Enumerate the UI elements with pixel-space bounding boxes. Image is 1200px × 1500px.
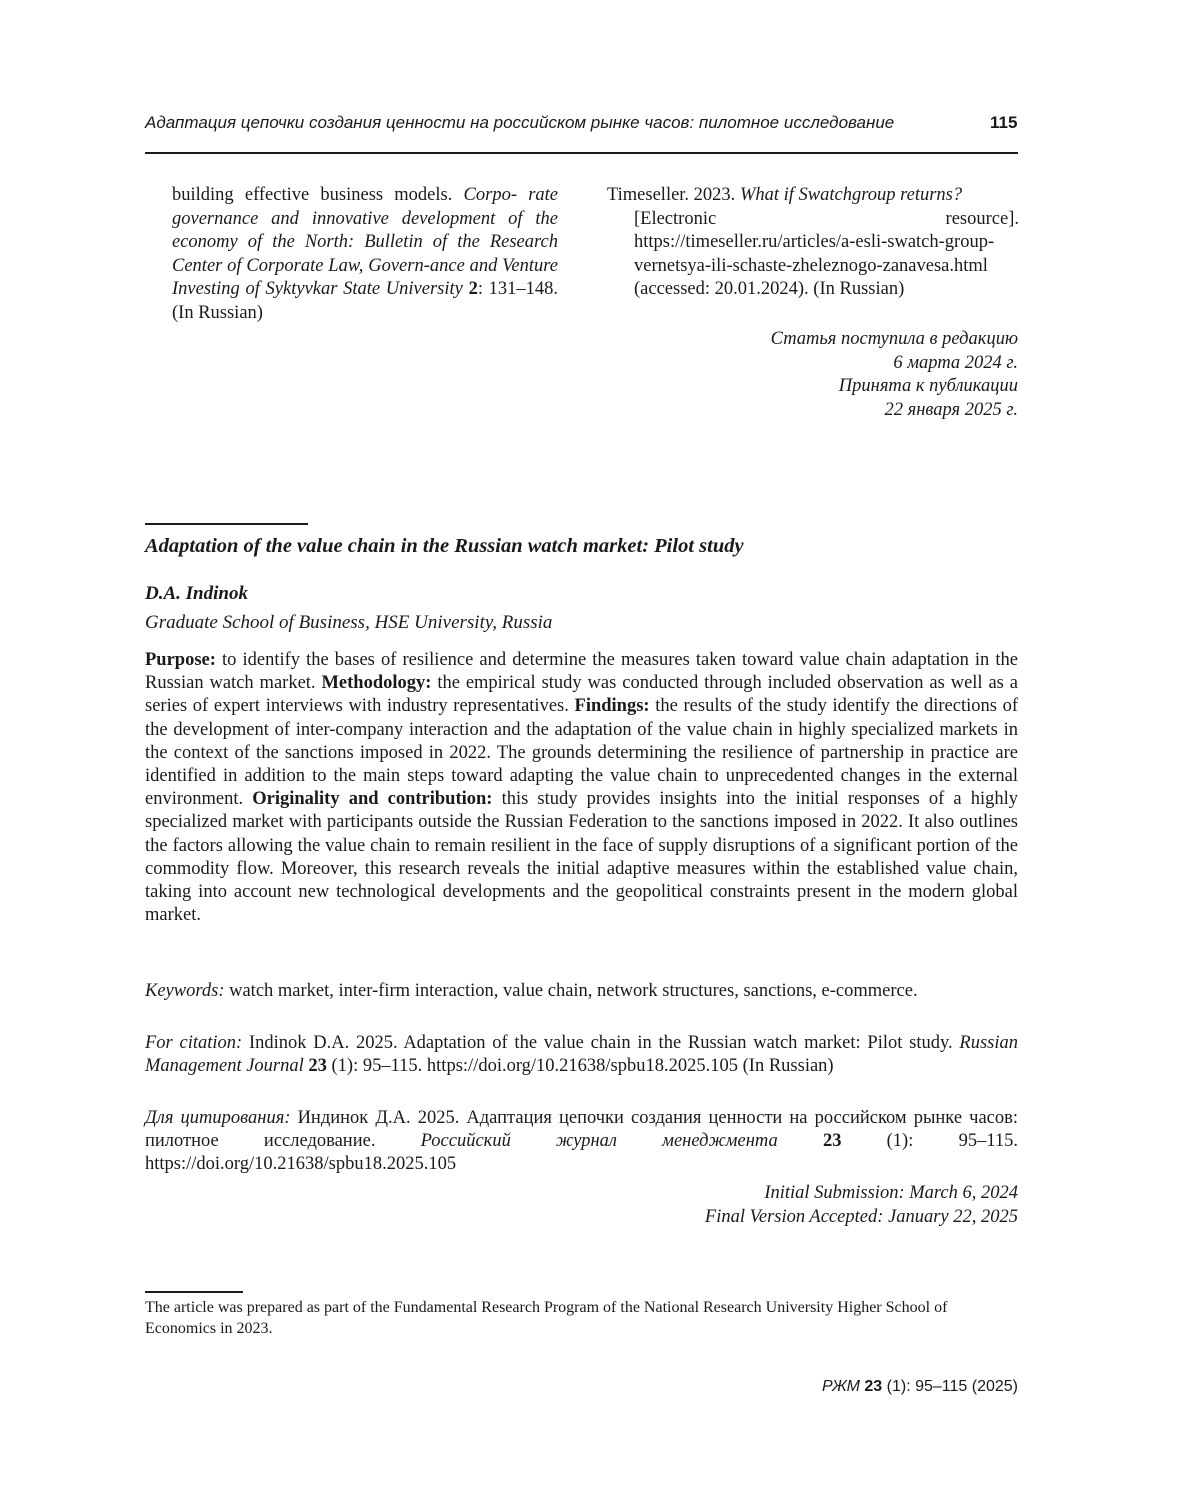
citation-ru [145, 1107, 1018, 1177]
citation-en-volume: 23 [308, 1056, 327, 1077]
title-rule [145, 523, 308, 525]
article-affiliation: Graduate School of Business, HSE University, Russia [145, 612, 553, 633]
findings-label: Findings: [574, 696, 650, 717]
reference-left-plain: building effective business models. [172, 185, 464, 205]
abstract [145, 649, 1018, 927]
submission-initial: Initial Submission: March 6, 2024 [764, 1183, 1018, 1203]
originality-text: this study provides insights into the initial responses of a highly specialized market with participants outside the Russian Federation to the sanctions imposed in 2022. It also outlines the factors allowing the value chain to remain resilient in the face of supply disruptions of a significant portion of the commodity flow. Moreover, this research reveals the initial adaptive measures within the established value chain, taking into account new technological developments and the geopolitical constraints present in the modern global market. [145, 789, 1018, 926]
page-number: 115 [990, 113, 1018, 132]
footer-volume: 23 [864, 1378, 883, 1395]
methodology-text: the empirical study was conducted through included observation as well as a series of expert interviews with industry representatives. [145, 673, 1018, 717]
citation-en [145, 1032, 1018, 1078]
citation-en-text1: Indinok D.A. 2025. Adaptation of the value chain in the Russian watch market: Pilot study. [242, 1033, 960, 1053]
footer-rest: (1): 95–115 (2025) [882, 1378, 1018, 1395]
article-title: Adaptation of the value chain in the Russian watch market: Pilot study [145, 535, 744, 557]
citation-en-label: For citation: [145, 1033, 243, 1053]
footnote-rule [145, 1291, 243, 1293]
keywords [145, 980, 1018, 1003]
received-ru-line4: 22 января 2025 г. [884, 399, 1018, 420]
citation-en-text2: (1): 95–115. https://doi.org/10.21638/spbu18.2025.105 (In Russian) [326, 1056, 834, 1077]
citation-en-journal: Russian Management Journal [145, 1033, 1018, 1077]
reference-left-volume: 2 [468, 279, 478, 299]
received-ru [771, 328, 1018, 422]
footer-journal: РЖМ [821, 1378, 860, 1395]
citation-ru-label: Для цитирования: [145, 1108, 291, 1128]
reference-left-pages: : 131–148. (In Russian) [172, 279, 559, 323]
purpose-label: Purpose: [145, 650, 216, 670]
submission-en [705, 1182, 1018, 1229]
findings-text: the results of the study identify the directions of the development of inter-company interaction and the adaptation of the value chain in highly specialized markets in the context of the sanctions imposed in 2022. The grounds determining the resilience of partnership in practice are identified in addition to the main steps toward adapting the value chain to unprecedented changes in the external environment. [145, 696, 1018, 810]
received-ru-line1: Статья поступила в редакцию [770, 329, 1018, 349]
reference-left-italic-start: Corpo- [463, 185, 517, 205]
citation-ru-text2: (1): 95–115. https://doi.org/10.21638/spbu18.2025.105 [145, 1131, 1019, 1175]
originality-label: Originality and contribution: [252, 789, 493, 810]
methodology-label: Methodology: [321, 673, 432, 694]
submission-accepted: Final Version Accepted: January 22, 2025 [704, 1206, 1018, 1227]
keywords-text: watch market, inter-firm interaction, value chain, network structures, sanctions, e-commerce. [224, 981, 918, 1001]
citation-ru-text1: Индинок Д.А. 2025. Адаптация цепочки создания ценности на российском рынке часов: пилотное исследование. [145, 1108, 1018, 1152]
received-ru-line3: Принята к публикации [838, 376, 1018, 396]
header-rule [145, 152, 1018, 154]
citation-ru-volume: 23 [822, 1131, 842, 1152]
reference-right-first-line [607, 184, 1019, 208]
article-author: D.A. Indinok [145, 583, 248, 604]
footnote: The article was prepared as part of the Fundamental Research Program of the National Research University Higher School of Economics in 2023. [145, 1299, 948, 1337]
page-footer [822, 1378, 1018, 1396]
received-ru-line2: 6 марта 2024 г. [893, 352, 1018, 373]
reference-right [607, 184, 1019, 302]
running-title: Адаптация цепочки создания ценности на российском рынке часов: пилотное исследование [145, 113, 895, 132]
reference-right-author: Timeseller. 2023. [607, 185, 740, 205]
reference-right-rest: [Electronic resource]. https://timeseller.ru/articles/a-esli-swatch-group-vernetsya-ili-schaste-zheleznogo-zanavesa.html (accessed: 20.01.2024). (In Russian) [634, 208, 1019, 299]
reference-right-title: What if Swatchgroup returns? [739, 185, 963, 205]
purpose-text: to identify the bases of resilience and determine the measures taken toward value chain adaptation in the Russian watch market. [145, 650, 1018, 694]
reference-left [172, 184, 558, 325]
citation-ru-journal: Российский журнал менеджмента [420, 1131, 778, 1152]
keywords-label: Keywords: [145, 981, 225, 1001]
reference-left-journal: rate governance and innovative development of the economy of the North: Bulletin of the Research Center of Corporate Law, Govern-ance and Venture Investing of Syktyvkar State University [172, 185, 558, 299]
